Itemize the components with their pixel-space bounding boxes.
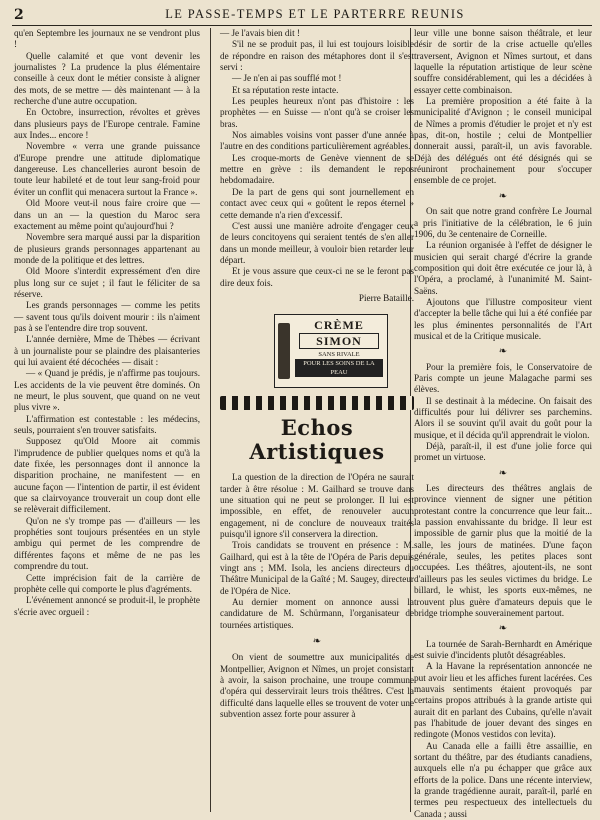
ad-line: POUR LES SOINS DE LA PEAU xyxy=(295,359,383,377)
column-2 xyxy=(220,28,414,720)
advertisement-creme-simon xyxy=(274,314,388,388)
ad-line: CRÈME xyxy=(314,318,364,333)
section-separator: ❧ xyxy=(498,623,508,635)
section-separator: ❧ xyxy=(498,190,508,202)
column-1 xyxy=(14,28,200,618)
section-separator: ❧ xyxy=(498,467,508,479)
paragraph: Et je vous assure que ceux-ci ne se le feront pas dire deux fois. xyxy=(220,266,414,288)
paragraph: L'affirmation est contestable : les médecins, seuls, pourraient s'en trouver satisfaits. xyxy=(14,413,200,436)
paragraph: qu'en Septembre les journaux ne se vendront plus ! xyxy=(14,28,200,50)
paragraph: La réunion organisée à l'effet de désigner le musicien qui serait chargé d'écrire la grande composition qui doit être exécutée ce jour là, à l'Opéra, a proclamé, à l'unanimité M. Saint-Saëns. xyxy=(414,240,592,296)
running-head: LE PASSE-TEMPS ET LE PARTERRE REUNIS xyxy=(165,7,465,21)
header-rule xyxy=(12,25,592,26)
paragraph: Quelle calamité et que vont devenir les journalistes ? La prudence la plus élémentaire conseille à ceux dont le métier consiste à aligner des mots, de se mettre — dès maintenant — à la recherche d'une autre occupation. xyxy=(14,50,200,107)
paragraph: Old Moore s'interdit expressément d'en dire plus long sur ce sujet ; il faut le féliciter de sa réserve. xyxy=(14,266,200,299)
paragraph: Supposez qu'Old Moore ait commis l'imprudence de publier quelques noms et qu'à la date fixée, les personnages dont il annonce la disparition prochaine, ne manifestent — en aucune façon — l'intention de partir, il est évident que sa clairvoyance trouverait un coup dont elle se relèverait difficilement. xyxy=(14,436,200,515)
paragraph: Qu'on ne s'y trompe pas — d'ailleurs — les prophéties sont toujours présentées en un style ambigu qui permet de les comprendre de différentes façons et même de ne pas les comprendre du tout. xyxy=(14,515,200,572)
paragraph: On vient de soumettre aux municipalités de Montpellier, Avignon et Nîmes, un projet consistant à avoir, la saison prochaine, une troupe commune d'opéra qui desservirait leurs trois théâtres. C'est la difficulté dans laquelle elles se trouvent de voter une subvention assez forte pour assurer à xyxy=(220,652,414,720)
paragraph: Nos aimables voisins vont passer d'une année à l'autre en des conditions particulièrement agréables. xyxy=(220,130,414,152)
column-3 xyxy=(414,28,592,820)
column-divider xyxy=(210,28,211,812)
paragraph: Les grands personnages — comme les petits — savent tous qu'ils doivent mourir : ils n'aiment pas à se l'entendre dire trop souvent. xyxy=(14,300,200,333)
ad-line: SIMON xyxy=(299,333,379,349)
paragraph: La question de la direction de l'Opéra ne saurait tarder à être résolue : M. Gailhard se trouve dans une situation qui ne peut se prolonger. Il lui est impossible, en effet, de renouveler aucun engagement, ni de conclure de nouveaux traités puisqu'il ignore s'il conservera la direction. xyxy=(220,472,414,539)
section-separator: ❧ xyxy=(498,346,508,358)
paragraph: Au Canada elle a failli être assaillie, en sortant du théâtre, par des étudiants canadiens, auxquels elle n'a pu échapper que grâce aux efforts de la police. Dans une récente interview, la grande tragédienne aurait, paraît-il, parlé en termes peu respectueux des intellectuels du Canada ; aussi xyxy=(414,740,592,819)
paragraph: Novembre « verra une grande puissance d'Europe prendre une attitude diplomatique dangereuse. Les chancelleries auront besoin de toute leur habileté et de tout leur sang-froid pour éviter un conflit qui menacera surtout la France ». xyxy=(14,141,200,197)
paragraph: Les directeurs des théâtres anglais de province viennent de signer une pétition protestant contre la concurrence que leur fait... la passion envahissante du bridge. Il leur est impossible de garnir plus que la moitié de la salle, les jours de matinées. D'une façon générale, seules, les petites places sont occupées. Les théâtres, ajoutent-ils, ne sont d'ailleurs pas les seules victimes du bridge. Le billard, le whist, les sports eux-mêmes, ne trouvent plus guère d'amateurs depuis que le bridge triomphe souverainement partout. xyxy=(414,483,592,618)
paragraph: Trois candidats se trouvent en présence : M. Gailhard, qui est à la tête de l'Opéra de Paris depuis vingt ans ; MM. Isola, les anciens directeurs du Théâtre Municipal de la Gaîté ; M. Saugey, directeur de l'Opéra de Nice. xyxy=(220,540,414,596)
paragraph: Novembre sera marqué aussi par la disparition de plusieurs grands personnages appartenant au monde de la politique et des lettres. xyxy=(14,232,200,265)
paragraph: Cette imprécision fait de la carrière de prophète celle qui comporte le plus d'agréments. xyxy=(14,572,200,594)
cream-tube-icon xyxy=(278,323,290,379)
paragraph: — « Quand je prédis, je n'affirme pas toujours. Les accidents de la vie peuvent être dominés. On ne meurt, le plus souvent, que quand on ne veut plus vivre ». xyxy=(14,368,200,413)
ad-line: SANS RIVALE xyxy=(318,351,360,359)
paragraph: La tournée de Sarah-Bernhardt en Amérique est suivie d'incidents plutôt désagréables. xyxy=(414,638,592,660)
paragraph: La première proposition a été faite à la municipalité d'Avignon ; le conseil municipal de Nîmes a promis d'étudier le projet et n'y est pas, dit-on, hostile ; celui de Montpellier donnerait aussi, paraît-il, un avis favorable. Déjà des délégués ont été désignés qui se réuniront prochainement pour s'occuper ensemble de ce projet. xyxy=(414,96,592,186)
page-number: 2 xyxy=(14,7,24,23)
section-separator: ❧ xyxy=(312,636,322,648)
paragraph: De la part de gens qui sont journellement en contact avec ceux qui « goûtent le repos éternel » cette demande n'a rien d'excessif. xyxy=(220,186,414,220)
ad-brand xyxy=(295,319,383,377)
paragraph: C'est aussi une manière adroite d'engager ceux de leurs concitoyens qui seraient tentés de s'en aller dans un monde meilleur, à vouloir bien retarder leur départ. xyxy=(220,220,414,265)
section-heading: Echos Artistiques xyxy=(249,415,385,465)
paragraph: Old Moore veut-il nous faire croire que — dans un an — la question du Maroc sera exactement au même point qu'aujourd'hui ? xyxy=(14,198,200,231)
paragraph: L'année dernière, Mme de Thèbes — écrivant à un journaliste pour se plaindre des plaisanteries qui lui avaient été décochées — disait : xyxy=(14,334,200,367)
paragraph: On sait que notre grand confrère Le Journal a pris l'initiative de la célébration, le 6 juin 1906, du 3e centenaire de Corneille. xyxy=(414,206,592,239)
paragraph: — Je l'avais bien dit ! xyxy=(220,28,300,38)
paragraph: Déjà, paraît-il, il est d'une jolie force qui promet un virtuose. xyxy=(414,441,592,463)
paragraph: leur ville une bonne saison théâtrale, et leur désir de sortir de la crise actuelle qu'elles traversent, Avignon et Nîmes surtout, et dans laquelle la réputation artistique de leur scène souffre considérablement, qui les a décidées à essayer cette combinaison. xyxy=(414,28,592,95)
paragraph: Au dernier moment on annonce aussi la candidature de M. Schürmann, l'organisateur de tournées artistiques. xyxy=(220,597,414,630)
paragraph: Pour la première fois, le Conservatoire de Paris compte un jeune Malagache parmi ses élèves. xyxy=(414,361,592,395)
paragraph: En Octobre, insurrection, révoltes et grèves dans plusieurs pays de l'Europe centrale. Famine aux Indes... encore ! xyxy=(14,107,200,141)
paragraph: Les peuples heureux n'ont pas d'histoire : les prophètes — en Suisse — n'ont qu'à se croiser les bras. xyxy=(220,96,414,129)
paragraph: — Je n'en ai pas soufflé mot ! xyxy=(232,73,342,84)
author-signature: Pierre Bataille. xyxy=(358,292,414,303)
paragraph: Ajoutons que l'illustre compositeur vient d'accepter la belle tâche qui lui a été confiée par les plus éminentes personnalités de l'Art musical et de la Critique musicale. xyxy=(414,296,592,341)
paragraph: L'événement annoncé se produit-il, le prophète s'écrie avec orgueil : xyxy=(14,595,200,617)
paragraph: Et sa réputation reste intacte. xyxy=(232,84,339,95)
paragraph: Il se destinait à la médecine. On faisait des difficultés pour lui délivrer ses parchemins. Alors il se souvint qu'il avait du goût pour la musique, et il décida qu'il apprendrait le violon. xyxy=(414,395,592,440)
paragraph: A la Havane la représentation annoncée ne put avoir lieu et les affiches furent lacérées. Ces mauvais sentiments étaient provoqués par certains propos attribués à la grande artiste qui aurait dit en parlant des Cubains, qu'elle n'avait pas l'habitude de jouer devant des singes en redingote (Monos vestidos con levita). xyxy=(414,661,592,740)
paragraph: S'il ne se produit pas, il lui est toujours loisible de répondre en raison des métaphores dont il s'est servi : xyxy=(220,39,414,73)
ornamental-border xyxy=(220,396,414,410)
paragraph: Les croque-morts de Genève viennent de se mettre en grève : ils demandent le repos hebdomadaire. xyxy=(220,152,414,186)
